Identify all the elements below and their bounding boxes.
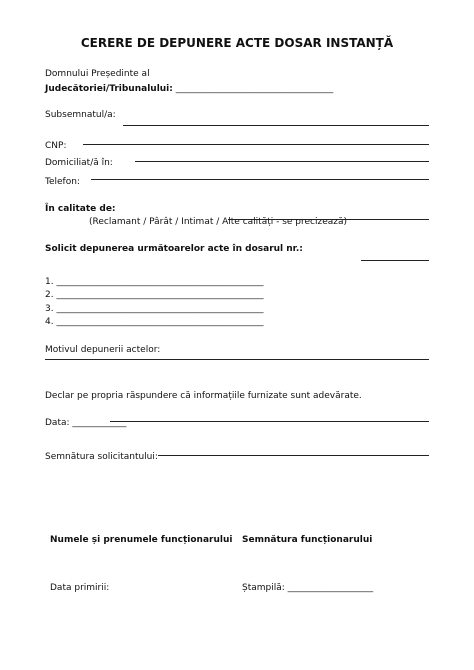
court-label: Judecătoriei/Tribunalului: [45,84,173,94]
semnatura-solicitant-field[interactable] [158,455,429,456]
subsemnatul-field[interactable] [123,125,429,126]
functionar-name-label: Numele și prenumele funcționarului [50,535,233,545]
act-item-1[interactable]: 1. ______________________________________________ [45,277,264,287]
motiv-field[interactable] [45,359,429,360]
data-primirii-label: Data primirii: [50,583,110,593]
stampila-label: Ștampilă: [242,583,285,593]
motiv-label: Motivul depunerii actelor: [45,345,161,355]
data-field[interactable] [45,418,126,429]
calitate-options: (Reclamant / Pârât / Intimat / Alte calități - se precizează) [89,217,348,227]
stampila-blank: ___________________ [287,583,374,593]
calitate-field[interactable] [228,219,429,220]
declaratie-line [110,421,429,422]
act-item-2[interactable]: 2. ______________________________________________ [45,290,264,300]
calitate-heading: În calitate de: [45,204,116,214]
stampila-field[interactable] [242,583,373,594]
dosar-number-field[interactable] [361,260,429,261]
data-label: Data: [45,418,70,428]
act-item-3[interactable]: 3. ______________________________________________ [45,304,264,314]
cnp-label: CNP: [45,141,67,151]
data-blank: ____________ [72,418,127,428]
page-title: CERERE DE DEPUNERE ACTE DOSAR INSTANȚĂ [80,36,394,50]
domiciliu-label: Domiciliat/ă în: [45,158,113,168]
act-item-4[interactable]: 4. ______________________________________________ [45,317,264,327]
subsemnatul-label: Subsemnatul/a: [45,110,116,120]
acte-heading: Solicit depunerea următoarelor acte în dosarul nr.: [45,244,303,254]
court-blank: ___________________________________ [175,84,334,94]
telefon-field[interactable] [91,179,429,180]
domiciliu-field[interactable] [135,161,429,162]
declaratie-text: Declar pe propria răspundere că informațiile furnizate sunt adevărate. [45,391,362,401]
court-field[interactable] [45,84,333,95]
telefon-label: Telefon: [45,177,80,187]
functionar-signature-label: Semnătura funcționarului [242,535,373,545]
cnp-field[interactable] [83,144,429,145]
addressee-line-1: Domnului Președinte al [45,69,150,79]
semnatura-solicitant-label: Semnătura solicitantului: [45,452,158,462]
